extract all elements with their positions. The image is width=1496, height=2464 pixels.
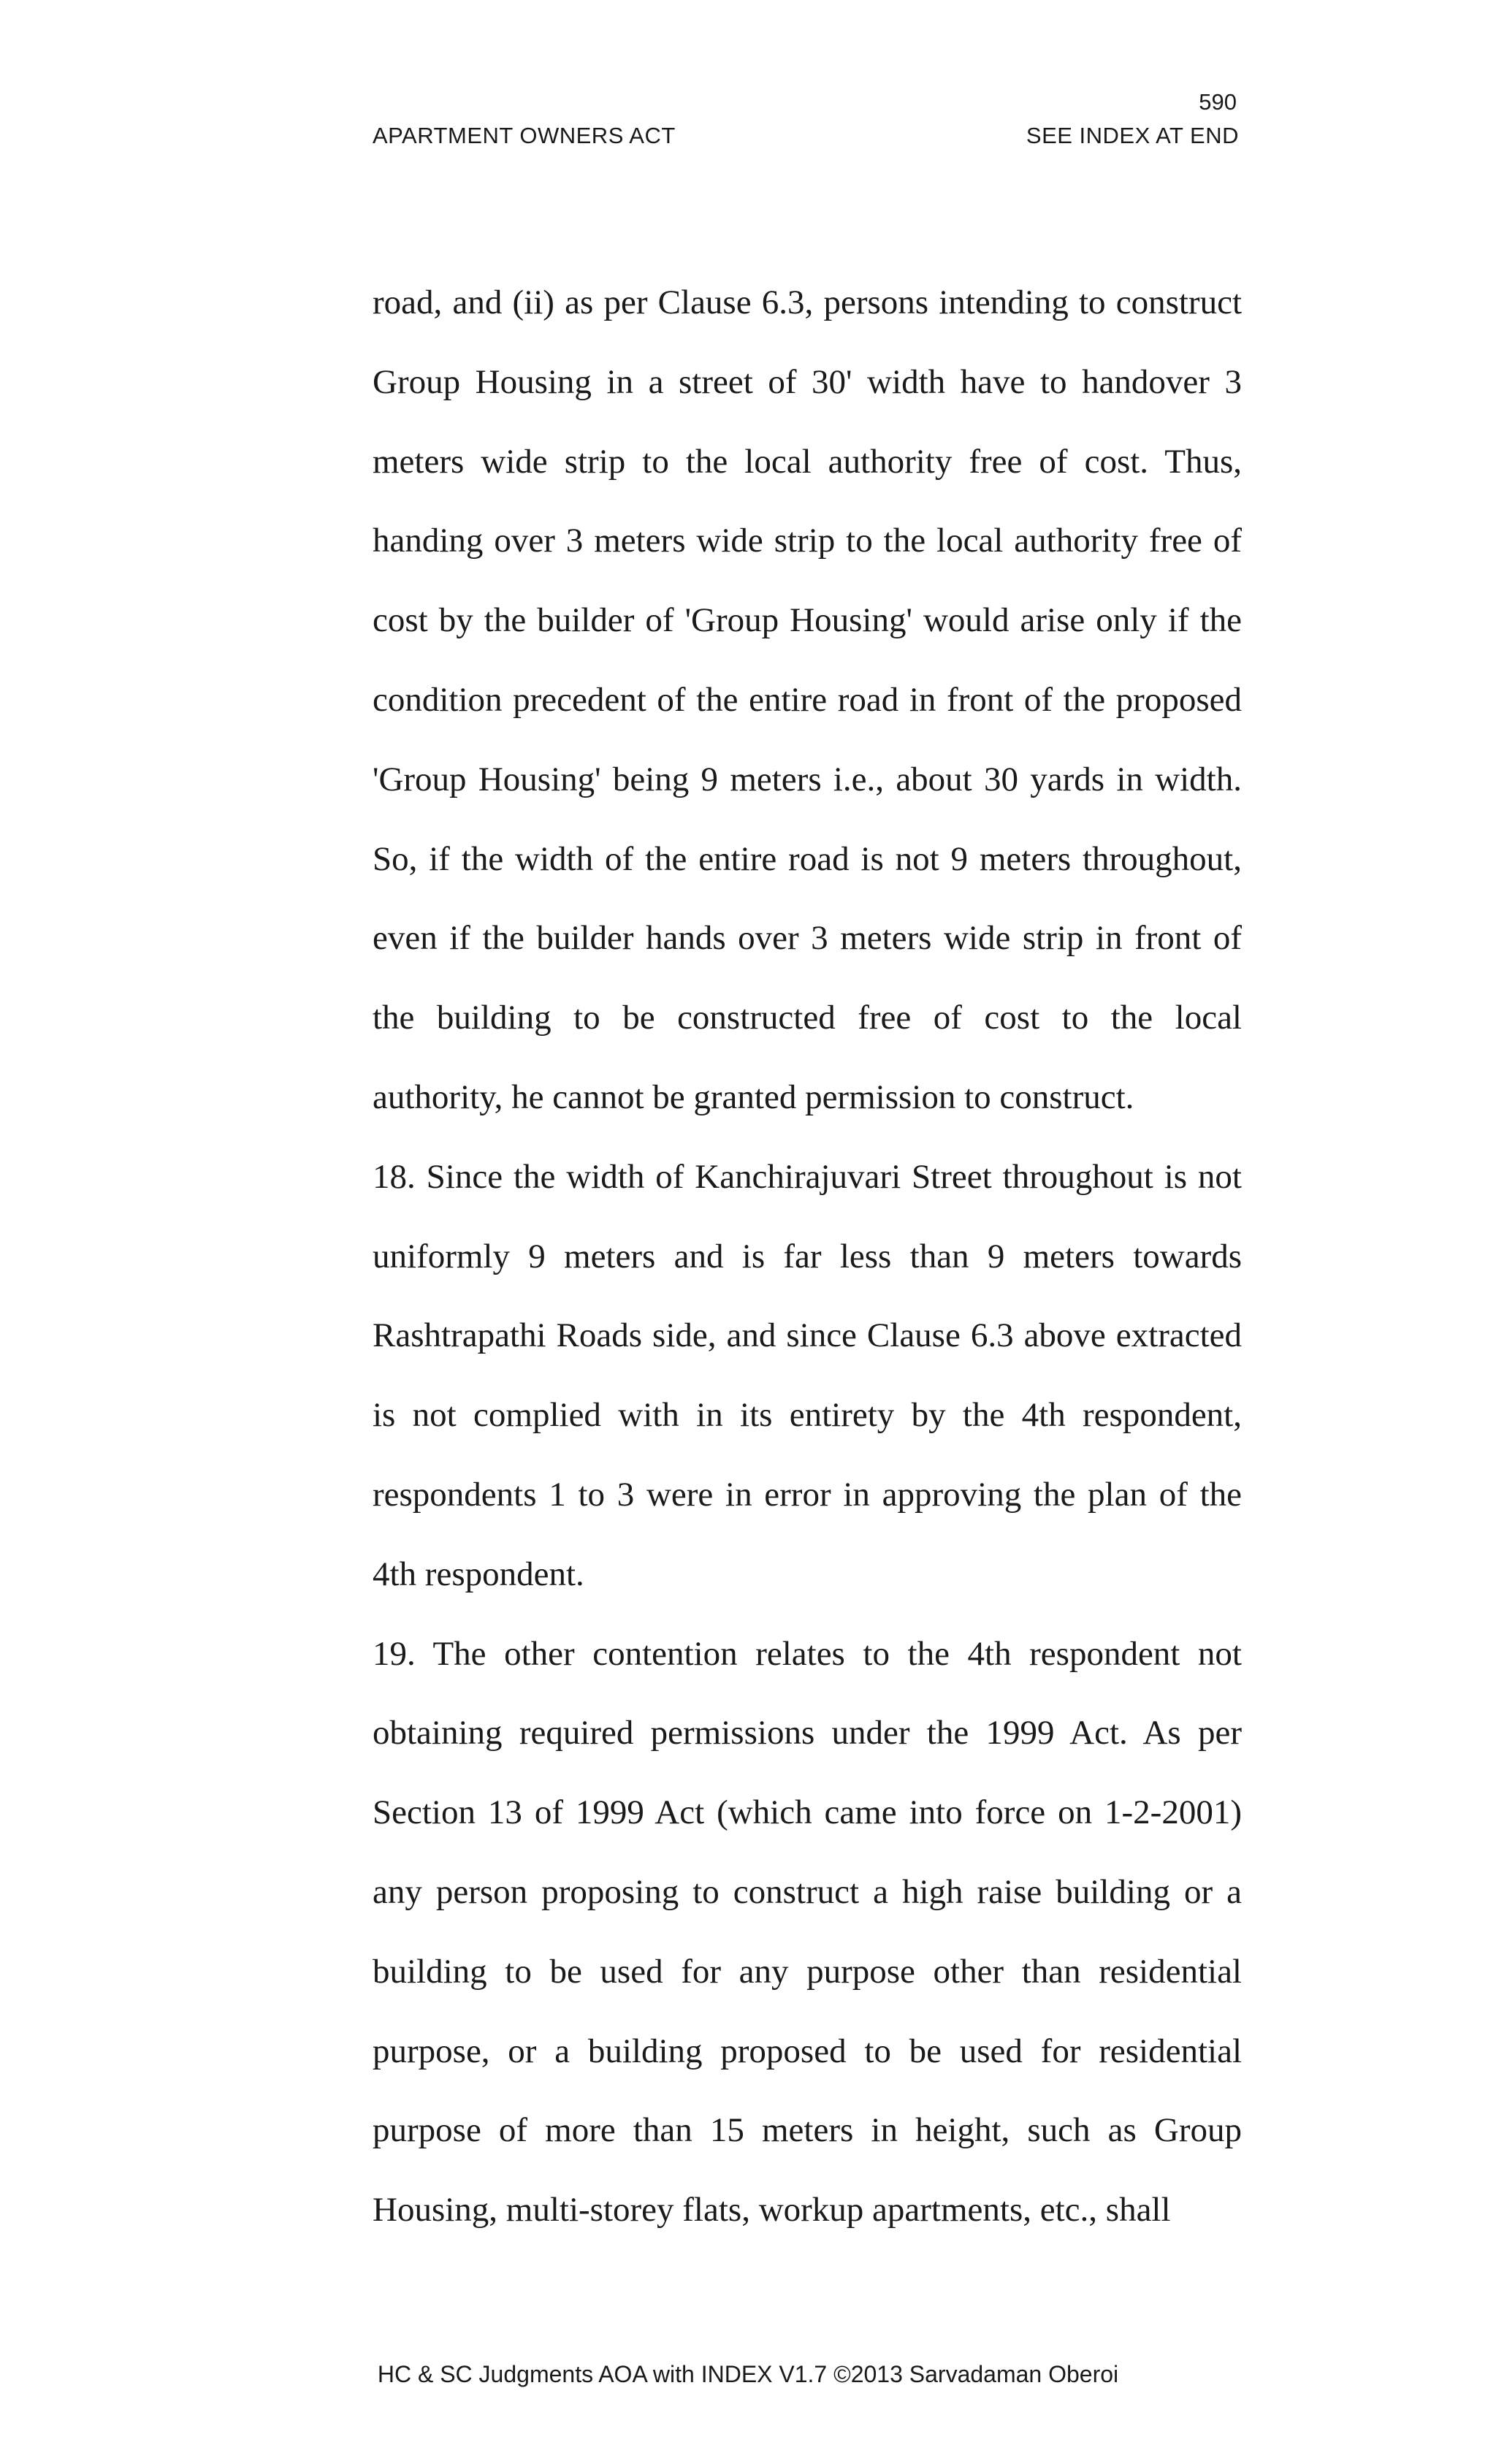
paragraph: road, and (ii) as per Clause 6.3, persons intending to construct Group Housing in a street of 30' width have to handover 3 meters wide strip to the local authority free of cost. Thus, handing over 3 meters wide strip to the local authority free of cost by the builder of 'Group Housing' would arise only if the condition precedent of the entire road in front of the proposed 'Group Housing' being 9 meters i.e., about 30 yards in width. So, if the width of the entire road is not 9 meters throughout, even if the builder hands over 3 meters wide strip in front of the building to be constructed free of cost to the local authority, he cannot be granted permission to construct. xyxy=(373,283,1242,1116)
paragraph: 19. The other contention relates to the 4th respondent not obtaining required permissions under the 1999 Act. As per Section 13 of 1999 Act (which came into force on 1-2-2001) any person proposing to construct a high raise building or a building to be used for any purpose other than residential purpose, or a building proposed to be used for residential purpose of more than 15 meters in height, such as Group Housing, multi-storey flats, workup apartments, etc., shall xyxy=(373,1634,1242,2230)
running-header-title: APARTMENT OWNERS ACT xyxy=(373,123,676,148)
document-body xyxy=(373,263,1242,2250)
paragraph: 18. Since the width of Kanchirajuvari Street throughout is not uniformly 9 meters and is far less than 9 meters towards Rashtrapathi Roads side, and since Clause 6.3 above extracted is not complied with in its entirety by the 4th respondent, respondents 1 to 3 were in error in approving the plan of the 4th respondent. xyxy=(373,1157,1242,1593)
page-number: 590 xyxy=(1199,89,1237,115)
running-header-index-note: SEE INDEX AT END xyxy=(1026,123,1239,148)
page-footer: HC & SC Judgments AOA with INDEX V1.7 ©2013 Sarvadaman Oberoi xyxy=(377,2361,1119,2387)
